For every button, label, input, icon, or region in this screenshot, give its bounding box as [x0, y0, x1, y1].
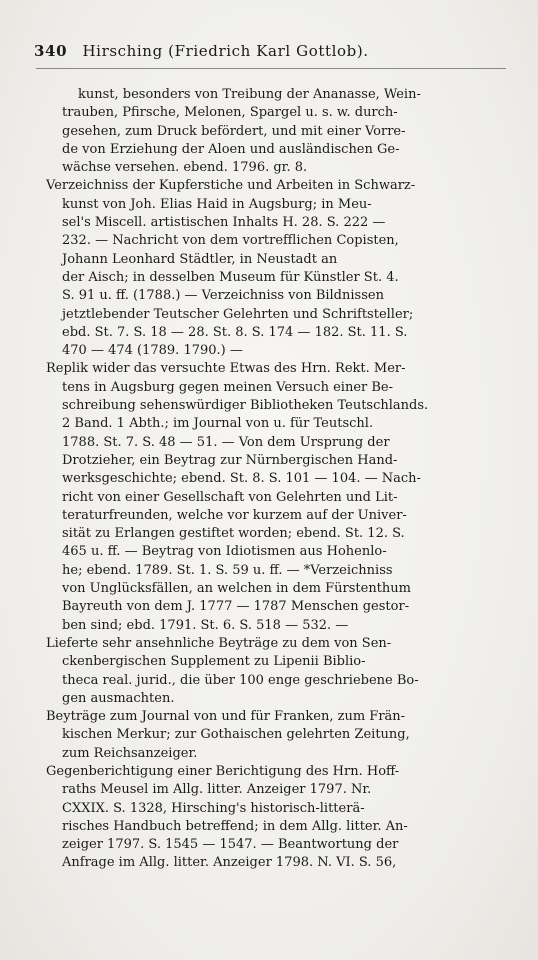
text-line: CXXIX. S. 1328, Hirsching's historisch-litterä-	[62, 800, 365, 816]
text-line: 1788. St. 7. S. 48 — 51. — Von dem Ursprung der	[62, 434, 390, 450]
text-line: der Aisch; in desselben Museum für Künstler St. 4.	[62, 269, 399, 285]
bibliography-entry	[46, 708, 512, 763]
text-line: gesehen, zum Druck befördert, und mit einer Vorre-	[62, 123, 406, 139]
running-title: Hirsching (Friedrich Karl Gottlob).	[82, 42, 369, 60]
text-line: S. 91 u. ff. (1788.) — Verzeichniss von Bildnissen	[62, 288, 384, 304]
text-line: Lieferte sehr ansehnliche Beyträge zu dem von Sen-	[46, 635, 392, 651]
text-line: ebd. St. 7. S. 18 — 28. St. 8. S. 174 — 182. St. 11. S.	[62, 324, 408, 340]
text-line: ckenbergischen Supplement zu Lipenii Biblio-	[62, 654, 366, 670]
text-line: 232. — Nachricht von dem vortrefflichen Copisten,	[62, 233, 399, 249]
text-line: Johann Leonhard Städtler, in Neustadt an	[62, 251, 338, 267]
bibliography-entry	[46, 763, 512, 873]
text-line: teraturfreunden, welche vor kurzem auf der Univer-	[62, 507, 407, 523]
text-line: schreibung sehenswürdiger Bibliotheken Teutschlands.	[62, 398, 429, 414]
text-line: 470 — 474 (1789. 1790.) —	[62, 343, 243, 359]
text-line: werksgeschichte; ebend. St. 8. S. 101 — 104. — Nach-	[62, 471, 421, 487]
text-line: risches Handbuch betreffend; in dem Allg. litter. An-	[62, 818, 408, 834]
text-line: Replik wider das versuchte Etwas des Hrn. Rekt. Mer-	[46, 361, 406, 377]
text-line: he; ebend. 1789. St. 1. S. 59 u. ff. — *Verzeichniss	[62, 562, 393, 578]
text-line: 465 u. ff. — Beytrag von Idiotismen aus Hohenlo-	[62, 544, 387, 560]
text-line: kischen Merkur; zur Gothaischen gelehrten Zeitung,	[62, 727, 410, 743]
text-line: zeiger 1797. S. 1545 — 1547. — Beantwortung der	[62, 837, 399, 853]
text-line: kunst, besonders von Treibung der Ananasse, Wein-	[78, 87, 421, 102]
bibliography-entry	[46, 177, 512, 360]
text-line: zum Reichsanzeiger.	[62, 745, 198, 761]
text-line: de von Erziehung der Aloen und ausländischen Ge-	[62, 141, 400, 157]
text-line: theca real. jurid., die über 100 enge geschriebene Bo-	[62, 672, 419, 688]
text-line: jetztlebender Teutscher Gelehrten und Schriftsteller;	[62, 306, 414, 322]
text-line: tens in Augsburg gegen meinen Versuch einer Be-	[62, 379, 393, 395]
text-line: kunst von Joh. Elias Haid in Augsburg; in Meu-	[62, 196, 372, 212]
text-line: Anfrage im Allg. litter. Anzeiger 1798. N. VI. S. 56,	[62, 855, 397, 871]
text-line: wächse versehen. ebend. 1796. gr. 8.	[62, 160, 308, 176]
text-line: von Unglücksfällen, an welchen in dem Fürstenthum	[62, 581, 411, 597]
header-rule	[36, 68, 506, 69]
bibliography-entry	[46, 635, 512, 708]
text-line: sel's Miscell. artistischen Inhalts H. 28. S. 222 —	[62, 215, 386, 231]
page-number: 340	[34, 42, 68, 60]
text-line: Verzeichniss der Kupferstiche und Arbeiten in Schwarz-	[46, 178, 416, 194]
bibliography-entry	[62, 86, 512, 177]
text-line: Beyträge zum Journal von und für Franken, zum Frän-	[46, 709, 406, 725]
page-body	[46, 86, 512, 873]
text-line: Gegenberichtigung einer Berichtigung des Hrn. Hoff-	[46, 763, 400, 779]
text-line: sität zu Erlangen gestiftet worden; ebend. St. 12. S.	[62, 526, 405, 542]
page-header	[34, 42, 514, 66]
text-line: trauben, Pfirsche, Melonen, Spargel u. s. w. durch-	[62, 105, 398, 121]
text-line: Bayreuth von dem J. 1777 — 1787 Menschen gestor-	[62, 599, 410, 615]
text-line: ben sind; ebd. 1791. St. 6. S. 518 — 532. —	[62, 617, 349, 633]
text-line: Drotzieher, ein Beytrag zur Nürnbergischen Hand-	[62, 452, 398, 468]
text-line: gen ausmachten.	[62, 690, 175, 706]
text-line: richt von einer Gesellschaft von Gelehrten und Lit-	[62, 489, 398, 505]
text-line: 2 Band. 1 Abth.; im Journal von u. für Teutschl.	[62, 416, 374, 432]
bibliography-entry	[46, 360, 512, 634]
text-line: raths Meusel im Allg. litter. Anzeiger 1797. Nr.	[62, 782, 372, 798]
